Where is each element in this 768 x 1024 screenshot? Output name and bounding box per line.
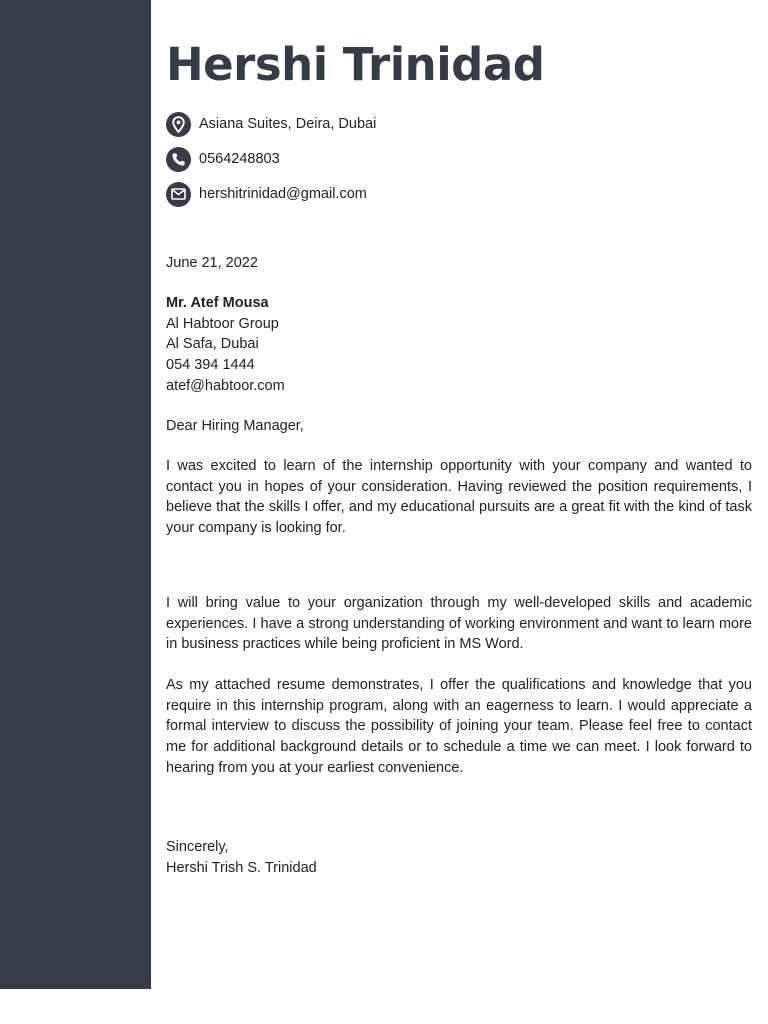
applicant-name: Hershi Trinidad [166,38,545,91]
sidebar-band [0,0,151,989]
closing-line: Sincerely, [166,839,229,855]
recipient-email: atef@habtoor.com [166,377,285,394]
body-paragraph-2: I will bring value to your organization through my well-developed skills and academic experiences. I have a strong understanding of working environment and want to learn more in business practices while being proficient in MS Word. [166,595,752,653]
recipient-name: Mr. Atef Mousa [166,295,269,311]
salutation: Dear Hiring Manager, [166,418,304,434]
body-paragraph-1: I was excited to learn of the internship opportunity with your company and wanted to contact you in hopes of your consideration. Having reviewed the position requirements, I believe that the skills I offer, and my educational pursuits are a great fit with the kind of task your company is looking for. [166,458,752,537]
contact-address [166,111,376,137]
address-text: Asiana Suites, Deira, Dubai [199,116,377,132]
envelope-icon [166,182,191,207]
phone-text: 0564248803 [199,151,280,167]
body-paragraph-3: As my attached resume demonstrates, I offer the qualifications and knowledge that you require in this internship program, along with an eagerness to learn. I would appreciate a formal interview to discuss the possibility of joining your team. Please feel free to contact me for additional background details or to schedule a time we can meet. I look forward to hearing from you at your earliest convenience. [166,677,752,776]
letter-date: June 21, 2022 [166,255,258,271]
signature-name: Hershi Trish S. Trinidad [166,859,317,876]
contact-phone [166,146,280,172]
phone-icon [166,147,191,172]
recipient-location: Al Safa, Dubai [166,336,259,353]
recipient-phone: 054 394 1444 [166,357,255,374]
email-text: hershitrinidad@gmail.com [199,186,367,202]
closing-block [166,837,752,878]
contact-email [166,181,367,207]
location-pin-icon [166,112,191,137]
recipient-block [166,293,752,397]
recipient-company: Al Habtoor Group [166,315,279,332]
